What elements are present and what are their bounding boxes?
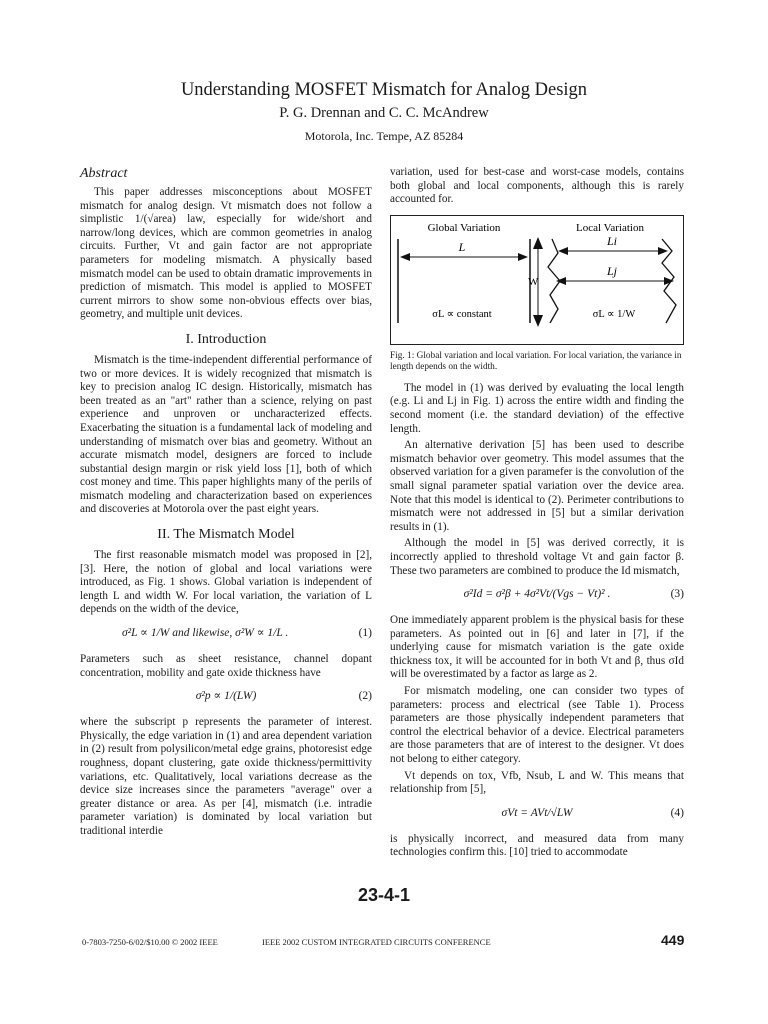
figure-1: [390, 215, 684, 345]
global-variation-label: Global Variation: [427, 221, 501, 234]
local-variation-label: Local Variation: [576, 221, 644, 234]
page-number: 449: [661, 932, 685, 948]
copyright-line: 0-7803-7250-6/02/$10.00 © 2002 IEEE: [82, 937, 218, 947]
section-2-heading: II. The Mismatch Model: [157, 527, 295, 543]
section-2-paragraph-3: where the subscript p represents the parameter of interest. Physically, the edge variation in (1) and area dependent variation in (2) result from polysilicon/metal edge grains, photoresist edge roughness, dopant clustering, gate oxide thickness/permittivity variations, etc. Qualitatively, local variations decrease as the device size increases since the parameters "average" over a greater distance or area. As per [4], mismatch (i.e. intradie parameter variation) is dominated by local variation but traditional interdie: [80, 716, 372, 837]
right-paragraph-1: variation, used for best-case and worst-case models, contains both global and local components, although this is rarely accounted for.: [390, 166, 684, 206]
equation-1-number: (1): [358, 627, 372, 640]
arrowhead-right: [518, 253, 528, 261]
equation-2-expression: σ²p ∝ 1/(LW): [195, 690, 257, 703]
paper-affiliation: Motorola, Inc. Tempe, AZ 85284: [304, 129, 464, 143]
session-number: 23-4-1: [357, 885, 411, 905]
local-Lj-label: Lj: [606, 263, 618, 278]
right-paragraph-2: The model in (1) was derived by evaluating the local length (e.g. Li and Lj in Fig. 1) across the entire width and finding the second moment (i.e. the standard deviation) of the effective length.: [390, 381, 684, 435]
figure-1-caption: Fig. 1: Global variation and local variation. For local variation, the variance in length depends on the width.: [390, 350, 682, 373]
equation-4-expression: σVt = AVt/√LW: [501, 806, 573, 819]
right-paragraph-6: For mismatch modeling, one can consider two types of parameters: process and electrical (see Table 1). Process parameters are those physically independent parameters that control the electrical behavior of a device. Electrical parameters are those parameters that are of interest to the designer. Vt does not belong to either category.: [390, 685, 684, 766]
equation-3: [390, 582, 684, 608]
equation-4-number: (4): [670, 806, 684, 819]
local-formula: σL ∝ 1/W: [592, 308, 636, 320]
global-L-label: L: [458, 239, 466, 254]
width-arrowhead-down: [533, 315, 543, 327]
section-2-paragraph-2: Parameters such as sheet resistance, channel dopant concentration, mobility and gate oxide thickness have: [80, 653, 372, 679]
global-formula: σL ∝ constant: [432, 308, 492, 320]
conference-name: IEEE 2002 CUSTOM INTEGRATED CIRCUITS CONFERENCE: [262, 937, 491, 947]
right-column: [390, 166, 684, 863]
right-paragraph-7: Vt depends on tox, Vfb, Nsub, L and W. This means that relationship from [5],: [390, 769, 684, 796]
equation-1: [80, 621, 372, 647]
local-Li-label: Li: [606, 233, 618, 248]
equation-2-number: (2): [358, 690, 372, 703]
left-column: [80, 166, 372, 842]
equation-3-expression: σ²Id = σ²β + 4σ²Vt/(Vgs − Vt)² .: [463, 588, 611, 601]
abstract-heading: Abstract: [80, 166, 128, 181]
abstract-text: This paper addresses misconceptions about MOSFET mismatch for analog design. Vt mismatch does not follow a simplistic 1/(√area) law, especially for wide/short and narrow/long devices, which are common geometries in analog circuits. Further, Vt and gain factor are not appropriate parameters for modeling mismatch. A physically based mismatch model can be used to obtain dramatic improvements in prediction of mismatch. This model is applied to MOSFET current mirrors to show some non-obvious effects over bias, geometry, and multiple unit devices.: [80, 186, 372, 321]
equation-4: [390, 801, 684, 827]
section-1-text: Mismatch is the time-independent differential performance of two or more devices. It is widely recognized that mismatch is key to precision analog IC design. Historically, mismatch has been treated as an "art" rather than a science, relying on past experience and unproven or uncharacterized effects. Exacerbating the situation is a fundamental lack of modeling and understanding of mismatch over bias and geometry. Without an accurate mismatch model, designers are forced to include substantial design margin or risk yield loss [1], both of which cost money and time. This paper highlights many of the perils of mismatch modeling and characterization based on experiences and discoveries at Motorola over the past eight years.: [80, 353, 372, 516]
width-W-label: W: [528, 275, 539, 288]
equation-3-number: (3): [670, 588, 684, 601]
section-1-heading: I. Introduction: [185, 331, 267, 347]
right-paragraph-3: An alternative derivation [5] has been used to describe mismatch behavior over geometry. This model assumes that the observed variation for a given paramefer is the convolution of the small signal parameter spatial variation over the device area. Note that this model is identical to (2). Perimeter contributions to mismatch were not addressed in [5] but a similar derivation results in (1).: [390, 439, 684, 533]
paper-authors: P. G. Drennan and C. C. McAndrew: [279, 105, 489, 121]
equation-1-expression: σ²L ∝ 1/W and likewise, σ²W ∝ 1/L .: [122, 627, 289, 640]
right-paragraph-4: Although the model in [5] was derived correctly, it is incorrectly applied to threshold voltage Vt and gain factor β. These two parameters are combined to produce the Id mismatch,: [390, 537, 684, 577]
arrowhead-left: [400, 253, 410, 261]
equation-2: [80, 684, 372, 710]
Li-arrowhead-right: [658, 247, 668, 255]
Li-arrowhead-left: [558, 247, 568, 255]
width-arrowhead-up: [533, 237, 543, 249]
right-paragraph-5: One immediately apparent problem is the physical basis for these parameters. As pointed out in [6] and later in [7], if the underlying cause for mismatch variation is the gate oxide thickness tox, it will be accounted for in both Vt and β, thus σId will be overestimated by a factor as large as 2.: [390, 614, 684, 681]
figure-1-diagram: [390, 215, 684, 345]
section-2-paragraph-1: The first reasonable mismatch model was proposed in [2], [3]. Here, the notion of global and local variations were introduced, as Fig. 1 shows. Global variation is independent of length L and width W. For local variation, the variation of L depends on the width of the device,: [80, 549, 372, 616]
right-paragraph-8: is physically incorrect, and measured data from many technologies confirm this. [10] tried to accommodate: [390, 832, 684, 859]
paper-title: Understanding MOSFET Mismatch for Analog Design: [180, 80, 588, 100]
